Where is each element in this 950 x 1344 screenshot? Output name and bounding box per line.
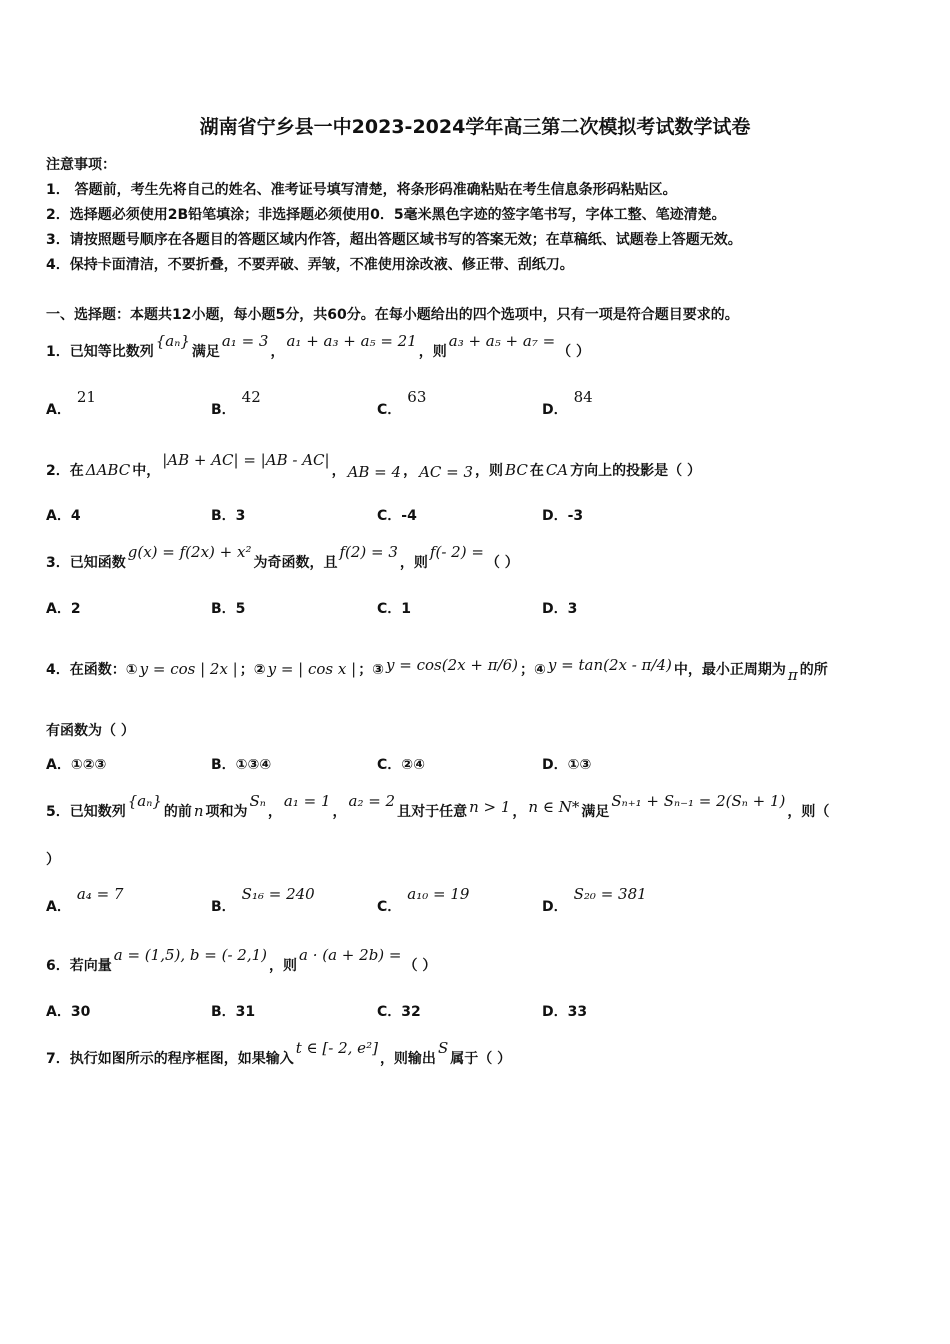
math-expression: AB = 4 xyxy=(347,463,402,481)
question-1-option-a[interactable]: A．21 xyxy=(46,388,96,418)
question-6-option-b[interactable]: B．31 xyxy=(211,1004,256,1020)
math-expression: y = tan(2x - π/4) xyxy=(547,656,672,674)
math-expression: a₃ + a₅ + a₇ = xyxy=(448,332,556,350)
question-3-option-b[interactable]: B．5 xyxy=(211,601,246,617)
question-1-option-b[interactable]: B．42 xyxy=(211,388,261,418)
math-expression: n xyxy=(193,802,204,820)
math-expression: AC = 3 xyxy=(419,463,474,481)
question-5-option-c[interactable]: C．a₁₀ = 19 xyxy=(377,885,470,915)
question-3-option-c[interactable]: C．1 xyxy=(377,601,412,617)
math-expression: y = cos(2x + π/6) xyxy=(386,656,519,674)
question-6-option-d[interactable]: D．33 xyxy=(542,1004,588,1020)
math-expression: a · (a + 2b) = xyxy=(299,946,402,964)
question-3-option-a[interactable]: A．2 xyxy=(46,601,81,617)
math-expression: a₂ = 2 xyxy=(348,792,396,810)
question-4-stem: 4．在函数：① y = cos | 2x | ；② y = | cos x | ；③ y = cos(2x + π/6) ；④ y = tan(2x - π/4) 中，最小正周期为 π 的所 xyxy=(46,656,828,684)
question-2-option-b[interactable]: B．3 xyxy=(211,508,246,524)
math-expression: |AB + AC| = |AB - AC| xyxy=(162,451,330,469)
question-1-stem: 1．已知等比数列{aₙ}满足a₁ = 3，a₁ + a₃ + a₅ = 21，则a₃ + a₅ + a₇ =（ ） xyxy=(46,332,591,360)
math-expression: BC xyxy=(505,461,528,479)
notice-item-2: 2．选择题必须使用2B铅笔填涂；非选择题必须使用0．5毫米黑色字迹的签字笔书写，字体工整、笔迹清楚。 xyxy=(46,207,726,223)
question-1-option-d[interactable]: D．84 xyxy=(542,388,593,418)
notice-heading: 注意事项： xyxy=(46,157,116,173)
question-5-option-d[interactable]: D．S₂₀ = 381 xyxy=(542,885,647,915)
math-expression: y = | cos x | xyxy=(267,660,357,678)
question-2-stem: 2．在 ΔABC 中，|AB + AC| = |AB - AC|， AB = 4 ， AC = 3 ，则 BC 在 CA 方向上的投影是（ ） xyxy=(46,451,702,481)
question-6-option-a[interactable]: A．30 xyxy=(46,1004,91,1020)
question-5-option-a[interactable]: A．a₄ = 7 xyxy=(46,885,124,915)
question-7-stem: 7．执行如图所示的程序框图，如果输入t ∈ [- 2, e²]，则输出S属于（ ） xyxy=(46,1039,512,1067)
question-3-option-d[interactable]: D．3 xyxy=(542,601,578,617)
question-5-stem: 5．已知数列{aₙ}的前 n 项和为Sₙ，a₁ = 1，a₂ = 2且对于任意 n > 1 ， n ∈ N* 满足Sₙ₊₁ + Sₙ₋₁ = 2(Sₙ + 1)，则（ xyxy=(46,792,830,820)
math-expression: π xyxy=(787,666,798,684)
question-4-option-d[interactable]: D．①③ xyxy=(542,757,592,773)
math-expression: n > 1 xyxy=(469,798,511,816)
exam-title: 湖南省宁乡县一中2023-2024学年高三第二次模拟考试数学试卷 xyxy=(199,116,751,138)
math-expression: S xyxy=(437,1039,449,1057)
math-expression: f(2) = 3 xyxy=(339,543,398,561)
math-expression: Sₙ₊₁ + Sₙ₋₁ = 2(Sₙ + 1) xyxy=(611,792,786,810)
question-2-option-d[interactable]: D．-3 xyxy=(542,508,584,524)
question-3-stem: 3．已知函数g(x) = f(2x) + x²为奇函数，且f(2) = 3，则f(- 2) =（ ） xyxy=(46,543,519,571)
math-expression: y = cos | 2x | xyxy=(139,660,238,678)
section-heading: 一、选择题：本题共12小题，每小题5分，共60分。在每小题给出的四个选项中，只有一项是符合题目要求的。 xyxy=(46,307,739,323)
math-expression: a₁ + a₃ + a₅ = 21 xyxy=(286,332,417,350)
question-4-stem-continued: 有函数为（ ） xyxy=(46,723,135,739)
question-5-option-b[interactable]: B．S₁₆ = 240 xyxy=(211,885,315,915)
math-expression: t ∈ [- 2, e²] xyxy=(295,1039,378,1057)
question-4-option-b[interactable]: B．①③④ xyxy=(211,757,272,773)
notice-item-4: 4．保持卡面清洁，不要折叠，不要弄破、弄皱，不准使用涂改液、修正带、刮纸刀。 xyxy=(46,257,574,273)
math-expression: CA xyxy=(545,461,569,479)
math-expression: a = (1,5), b = (- 2,1) xyxy=(113,946,267,964)
math-expression: f(- 2) = xyxy=(429,543,484,561)
math-expression: Sₙ xyxy=(249,792,266,810)
question-6-stem: 6．若向量a = (1,5), b = (- 2,1)，则a · (a + 2b) =（ ） xyxy=(46,946,437,974)
question-2-option-c[interactable]: C．-4 xyxy=(377,508,417,524)
notice-item-3: 3．请按照题号顺序在各题目的答题区域内作答，超出答题区域书写的答案无效；在草稿纸、试题卷上答题无效。 xyxy=(46,232,742,248)
question-6-option-c[interactable]: C．32 xyxy=(377,1004,421,1020)
math-expression: {aₙ} xyxy=(155,332,190,350)
math-expression: a₁ = 1 xyxy=(283,792,331,810)
question-5-stem-continued: ） xyxy=(46,852,60,868)
math-expression: {aₙ} xyxy=(127,792,162,810)
question-4-option-a[interactable]: A．①②③ xyxy=(46,757,107,773)
notice-item-1: 1． 答题前，考生先将自己的姓名、准考证号填写清楚，将条形码准确粘贴在考生信息条形码粘贴区。 xyxy=(46,182,677,198)
question-1-option-c[interactable]: C．63 xyxy=(377,388,427,418)
math-expression: a₁ = 3 xyxy=(221,332,269,350)
math-expression: g(x) = f(2x) + x² xyxy=(127,543,252,561)
question-2-option-a[interactable]: A．4 xyxy=(46,508,81,524)
question-4-option-c[interactable]: C．②④ xyxy=(377,757,425,773)
math-expression: n ∈ N* xyxy=(528,798,580,816)
math-expression: ΔABC xyxy=(85,461,131,479)
